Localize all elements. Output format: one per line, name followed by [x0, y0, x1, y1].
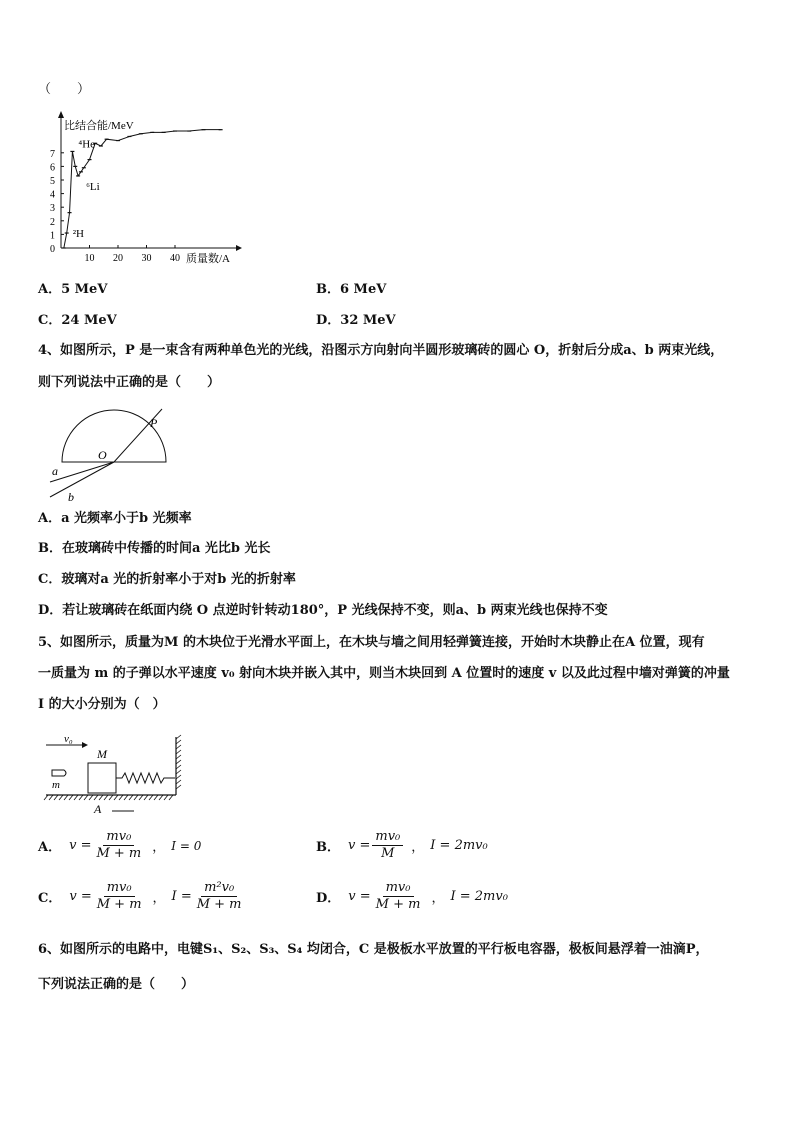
q4-stem-line2: 则下列说法中正确的是（ ）	[38, 375, 221, 390]
label-bullet-m: m	[52, 779, 60, 791]
q4-glass-semicircle-figure	[36, 405, 176, 505]
wall-hatch-line	[176, 760, 181, 764]
wall-hatch-line	[176, 740, 181, 744]
floor-hatch-line	[129, 795, 133, 800]
q5-spring-block-figure	[42, 733, 192, 818]
y-tick-label: 2	[50, 216, 55, 228]
floor-hatch-line	[79, 795, 83, 800]
y-tick-label: 0	[50, 244, 55, 255]
q3-option-b[interactable]: B．6 MeV	[316, 282, 387, 297]
y-tick-label: 6	[50, 162, 55, 174]
y-tick-label: 5	[50, 176, 55, 187]
floor-hatch-line	[49, 795, 53, 800]
floor-hatch-line	[89, 795, 93, 800]
q5-option-c[interactable]: C． v = $\frac{\text{mv₀}}{M + m}$ ， I = $\frac{\text{m²v₀}}{M + m}$	[38, 880, 242, 912]
floor-hatch-line	[94, 795, 98, 800]
wall-hatch-line	[176, 750, 181, 754]
floor-hatch-line	[149, 795, 153, 800]
x-tick-label: 40	[170, 253, 180, 264]
label-v0: v₀	[64, 733, 73, 745]
q5-option-a[interactable]: A． v = $\frac{\text{mv₀}}{M + m}$ ， I = 0	[38, 829, 202, 861]
q3-paren: （ ）	[38, 82, 91, 97]
floor-hatch-line	[69, 795, 73, 800]
q3-option-a[interactable]: A．5 MeV	[38, 282, 108, 297]
floor-hatch-line	[159, 795, 163, 800]
wall-hatch-line	[176, 745, 181, 749]
floor-hatch-line	[84, 795, 88, 800]
wall-hatch-line	[176, 755, 181, 759]
q4-option-d[interactable]: D．若让玻璃砖在纸面内绕 O 点逆时针转动180°，P 光线保持不变，则a、b 两束光线也保持不变	[38, 603, 608, 618]
x-tick-label: 20	[113, 253, 123, 264]
floor-hatch-line	[59, 795, 63, 800]
floor-hatch-line	[119, 795, 123, 800]
y-tick-label: 1	[50, 230, 55, 242]
wall-hatch-line	[176, 780, 181, 784]
q5-stem-line3: I 的大小分别为（ ）	[38, 697, 166, 712]
floor-hatch-line	[114, 795, 118, 800]
floor-hatch-line	[109, 795, 113, 800]
y-axis-label: 比结合能/MeV	[64, 120, 134, 132]
x-tick-label: 10	[84, 253, 95, 264]
label-b: b	[68, 490, 74, 504]
q5-option-b[interactable]: B． v = $\frac{\text{mv₀}}{M}$ ， I = 2mv₀	[316, 829, 488, 861]
floor-hatch-line	[169, 795, 173, 800]
floor-hatch-line	[139, 795, 143, 800]
q6-stem-line2: 下列说法正确的是（ ）	[38, 977, 195, 992]
wall-hatch-line	[176, 735, 181, 739]
floor-hatch-line	[99, 795, 103, 800]
floor-hatch-line	[64, 795, 68, 800]
wall-hatch-line	[176, 775, 181, 779]
floor-hatch-line	[74, 795, 78, 800]
y-tick-label: 4	[50, 189, 55, 201]
x-axis-arrow	[236, 245, 242, 251]
q4-stem-line1: 4、如图所示，P 是一束含有两种单色光的光线，沿图示方向射向半圆形玻璃砖的圆心 O，折射后分成a、b 两束光线，	[38, 343, 724, 358]
y-tick-label: 3	[50, 203, 55, 215]
label-o: O	[98, 448, 107, 462]
floor-hatch-line	[144, 795, 148, 800]
q3-option-c[interactable]: C．24 MeV	[38, 313, 117, 328]
label-a: a	[52, 464, 58, 478]
annotation-li: ⁶Li	[86, 180, 100, 193]
q6-stem-line1: 6、如图所示的电路中，电键S₁、S₂、S₃、S₄ 均闭合，C 是极板水平放置的平行板电容器，极板间悬浮着一油滴P，	[38, 942, 709, 957]
floor-hatch-line	[134, 795, 138, 800]
floor-hatch-line	[164, 795, 168, 800]
annotation-he: ⁴He	[78, 138, 96, 151]
wall-hatch-line	[176, 765, 181, 769]
q4-option-a[interactable]: A．a 光频率小于b 光频率	[38, 511, 192, 526]
wall-hatch-line	[176, 770, 181, 774]
y-tick-label: 7	[50, 148, 55, 160]
label-p: P	[150, 416, 158, 430]
wall-hatch-line	[176, 785, 181, 789]
q4-option-b[interactable]: B．在玻璃砖中传播的时间a 光比b 光长	[38, 541, 271, 556]
q5-option-d[interactable]: D． v = $\frac{\text{mv₀}}{M + m}$ ， I = 2mv₀	[316, 880, 508, 912]
q4-option-c[interactable]: C．玻璃对a 光的折射率小于对b 光的折射率	[38, 572, 296, 587]
x-tick-label: 30	[141, 253, 152, 264]
annotation-h: ²H	[72, 228, 84, 241]
q5-stem-line2: 一质量为 m 的子弹以水平速度 v₀ 射向木块并嵌入其中，则当木块回到 A 位置时的速度 v 以及此过程中墙对弹簧的冲量	[38, 666, 730, 681]
block	[88, 763, 116, 793]
label-position-a: A	[94, 802, 102, 816]
q3-option-d[interactable]: D．32 MeV	[316, 313, 396, 328]
floor-hatch-line	[154, 795, 158, 800]
spring	[116, 773, 175, 783]
q5-stem-line1: 5、如图所示，质量为M 的木块位于光滑水平面上，在木块与墙之间用轻弹簧连接，开始时木块静止在A 位置，现有	[38, 635, 705, 650]
floor-hatch-line	[44, 795, 48, 800]
bullet	[52, 770, 66, 776]
label-block-m-upper: M	[97, 747, 107, 761]
x-axis-label: 质量数/A	[186, 253, 230, 265]
y-axis-arrow	[58, 111, 64, 118]
floor-hatch-line	[124, 795, 128, 800]
floor-hatch-line	[104, 795, 108, 800]
floor-hatch-line	[54, 795, 58, 800]
